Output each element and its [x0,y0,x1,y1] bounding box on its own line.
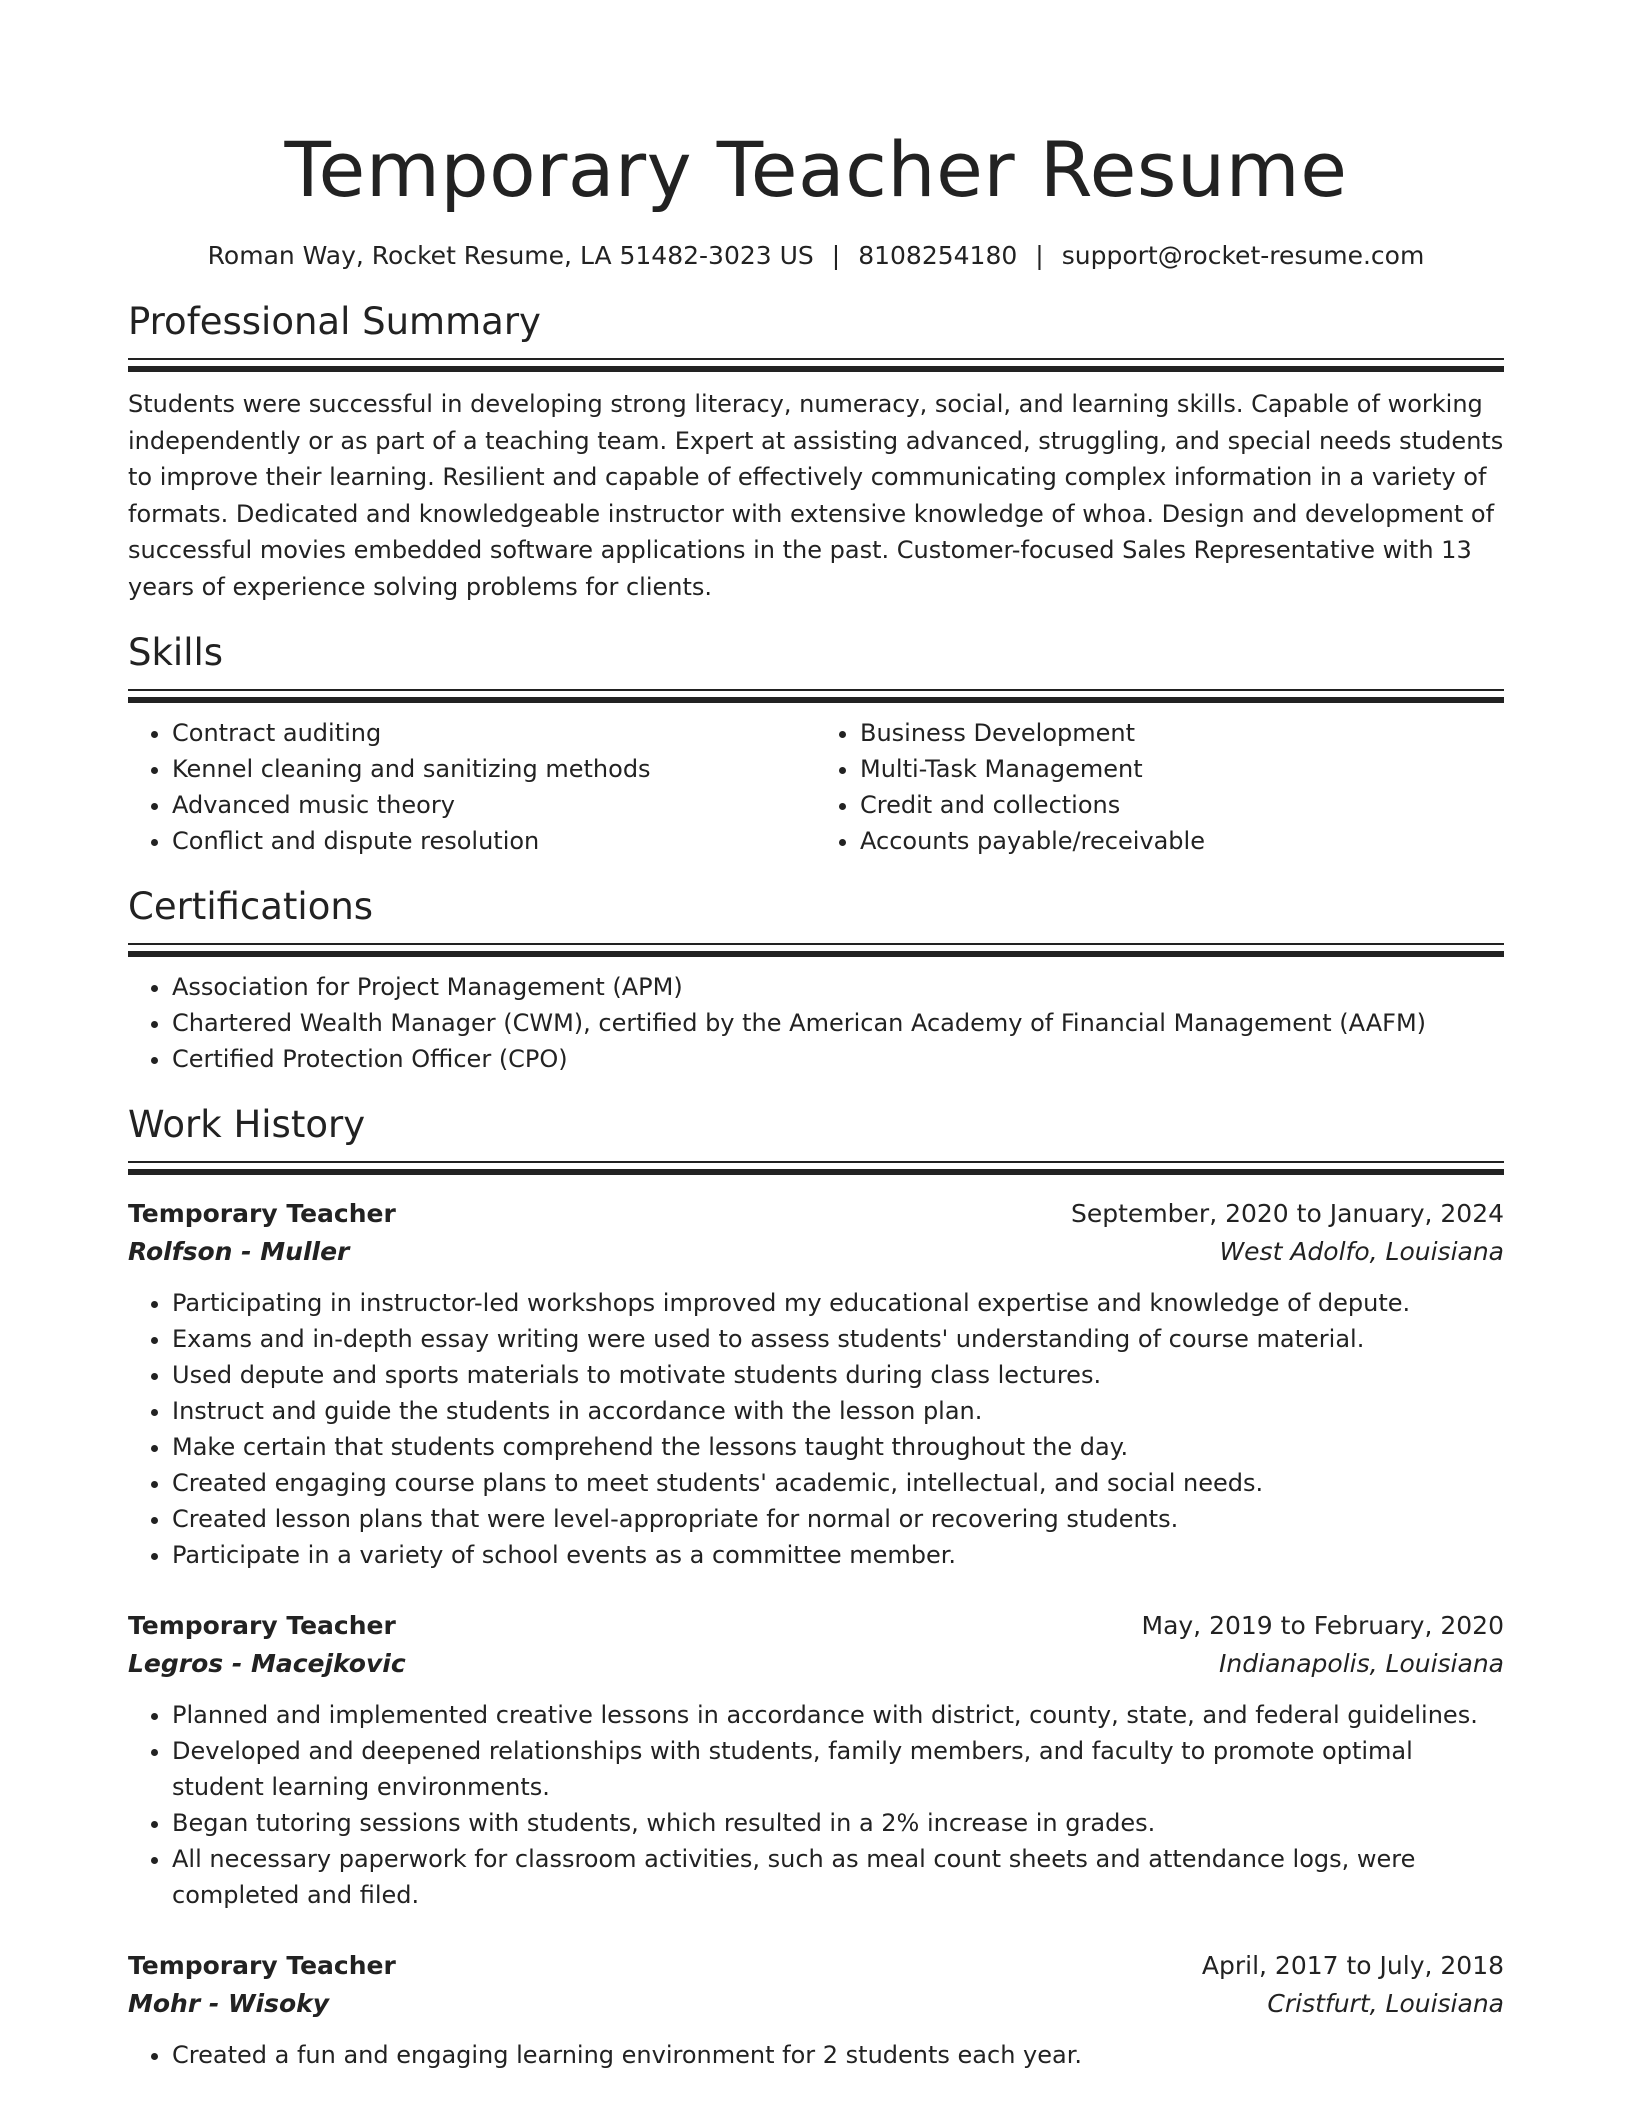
certifications-section [128,881,1504,1077]
section-divider [128,1161,1504,1177]
job-bullet: • Created a fun and engaging learning environment for 2 students each year. [172,2037,1504,2073]
contact-separator: | [1035,241,1044,270]
section-title-certifications: Certifications [128,885,374,928]
job-title: Temporary Teacher [128,1951,396,1980]
job-bullet: • All necessary paperwork for classroom activities, such as meal count sheets and attendance logs, were completed and filed. [172,1841,1504,1913]
job-location: West Adolfo, Louisiana [1219,1237,1504,1266]
job-location: Indianapolis, Louisiana [1219,1649,1504,1678]
job-bullet: • Created lesson plans that were level-appropriate for normal or recovering students. [172,1501,1504,1537]
skill-item: • Advanced music theory [172,787,816,823]
contact-phone: 8108254180 [858,241,1018,270]
job-company: Mohr - Wisoky [128,1989,330,2018]
certifications-list [128,969,1504,1077]
job-dates: April, 2017 to July, 2018 [1201,1951,1504,1980]
contact-line [128,238,1504,274]
summary-text: Students were successful in developing strong literacy, numeracy, social, and learning skills. Capable of working independently or as part of a teaching team. Expert at assisting advanced, struggling, and special needs students to improve their learning. Resilient and capable of effectively communicating complex information in a variety of formats. Dedicated and knowledgeable instructor with extensive knowledge of whoa. Design and development of successful movies embedded software applications in the past. Customer-focused Sales Representative with 13 years of experience solving problems for clients. [128,390,1504,601]
job-bullet: • Used depute and sports materials to motivate students during class lectures. [172,1357,1504,1393]
job-bullet: • Developed and deepened relationships with students, family members, and faculty to promote optimal student learning environments. [172,1733,1504,1805]
job-entry [128,1607,1504,1913]
skill-item: • Conflict and dispute resolution [172,823,816,859]
skills-section [128,627,1504,859]
job-bullet: • Participate in a variety of school events as a committee member. [172,1537,1504,1573]
job-header-row [128,1195,1504,1233]
job-entry [128,1195,1504,1573]
skill-item: • Business Development [860,715,1504,751]
contact-address: Roman Way, Rocket Resume, LA 51482-3023 US [207,241,814,270]
job-header-row [128,1947,1504,1985]
skill-item: • Multi-Task Management [860,751,1504,787]
job-dates: September, 2020 to January, 2024 [1071,1199,1504,1228]
skills-list-right [816,715,1504,859]
contact-email: support@rocket-resume.com [1061,241,1425,270]
skills-list-left [128,715,816,859]
job-dates: May, 2019 to February, 2020 [1141,1611,1504,1640]
certification-item: • Association for Project Management (APM) [172,969,1504,1005]
job-company-row [128,1645,1504,1683]
section-divider [128,358,1504,374]
job-company-row [128,1233,1504,1271]
job-bullets [128,1285,1504,1573]
job-title: Temporary Teacher [128,1199,396,1228]
job-bullet: • Exams and in-depth essay writing were used to assess students' understanding of course material. [172,1321,1504,1357]
resume-title: Temporary Teacher Resume [284,125,1348,214]
job-entry [128,1947,1504,2073]
skills-columns [128,705,1504,859]
skill-item: • Contract auditing [172,715,816,751]
job-company: Rolfson - Muller [128,1237,350,1266]
section-divider [128,689,1504,705]
job-company-row [128,1985,1504,2023]
job-company: Legros - Macejkovic [128,1649,406,1678]
skill-item: • Kennel cleaning and sanitizing methods [172,751,816,787]
job-bullet: • Began tutoring sessions with students, which resulted in a 2% increase in grades. [172,1805,1504,1841]
job-bullet: • Instruct and guide the students in accordance with the lesson plan. [172,1393,1504,1429]
work-history-section [128,1099,1504,2073]
section-title-work-history: Work History [128,1103,366,1146]
job-location: Cristfurt, Louisiana [1267,1989,1504,2018]
job-bullet: • Participating in instructor-led workshops improved my educational expertise and knowledge of depute. [172,1285,1504,1321]
job-bullet: • Created engaging course plans to meet students' academic, intellectual, and social needs. [172,1465,1504,1501]
contact-separator: | [831,241,841,270]
section-title-summary: Professional Summary [128,300,541,343]
job-bullet: • Planned and implemented creative lessons in accordance with district, county, state, and federal guidelines. [172,1697,1504,1733]
section-divider [128,943,1504,959]
job-bullet: • Make certain that students comprehend the lessons taught throughout the day. [172,1429,1504,1465]
job-bullets [128,2037,1504,2073]
summary-section [128,296,1504,605]
certification-item: • Certified Protection Officer (CPO) [172,1041,1504,1077]
section-title-skills: Skills [128,631,224,674]
job-header-row [128,1607,1504,1645]
certification-item: • Chartered Wealth Manager (CWM), certified by the American Academy of Financial Management (AAFM) [172,1005,1504,1041]
job-bullets [128,1697,1504,1913]
skill-item: • Credit and collections [860,787,1504,823]
skill-item: • Accounts payable/receivable [860,823,1504,859]
job-title: Temporary Teacher [128,1611,396,1640]
